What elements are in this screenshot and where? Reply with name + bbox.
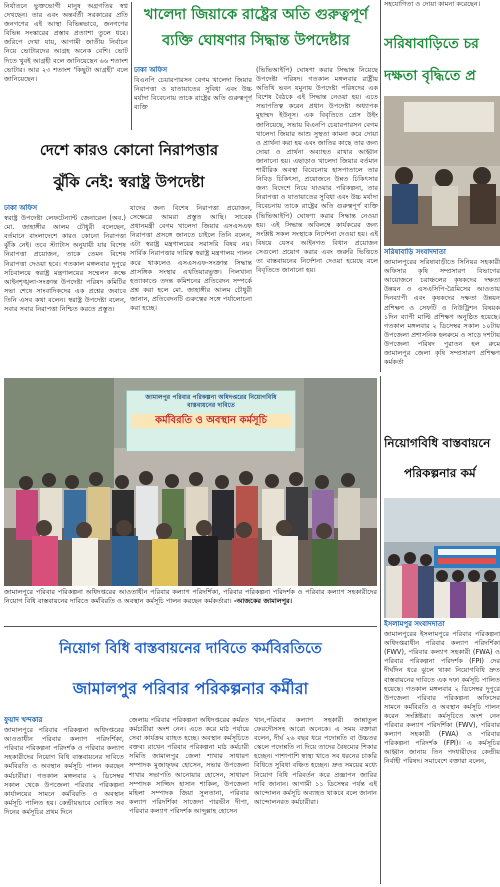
vertical-divider [380,0,381,372]
right-top-text [384,0,500,28]
photo-credit: -আজকের জামালপুর। [233,597,293,605]
protest-banner [126,390,296,452]
islampur-photo-illustration [384,498,500,618]
right-top-text-content: সহযোগিতা ও দোয়া কামনা করেছেন। [384,0,481,8]
bottom-byline: ফুয়াদ খন্দকার [4,716,43,724]
right-headline-2-line2: পরিকল্পনার কর্ম [404,466,476,480]
right-headline-2-line1: নিয়োগবিধি বাস্তবায়নে [384,436,491,450]
training-photo [384,96,500,246]
lead-headline-line1: খালেদা জিয়াকে রাষ্ট্রের অতি গুরুত্বপূর্ণ [144,7,368,23]
lead-story-col2 [256,66,378,372]
second-col2-text: যাদের জন্য বিশেষ নিরাপত্তা প্রয়োজন, সেক্ষেত্রে আমরা প্রস্তুত আছি। সাবেক প্রধানমন্ত্রী বেগম খালেদা জিয়ার এসএসএফ নিরাপত্তা প্রসঙ্গে জানতে চাইলে তিনি বলেন, এটা স্বরাষ্ট্র মন্ত্রণালয়ের সরাসরি বিষয় নয়। সার্বিক নিরাপত্তার দায়িত্ব স্বরাষ্ট্র মন্ত্রণালয় পালন করে থাকলেও এসএসএফ-সংক্রান্ত সিদ্ধান্ত প্রাসঙ্গিক সংস্থার এখতিয়ারভুক্ত। পিলখানা হত্যাকাণ্ডে তদন্ত কমিশনের প্রতিবেদন সম্পর্কে প্রশ্ন করা হলে মো. জাহাঙ্গীর আলম চৌধুরী জানান, প্রতিবেদনটি গুরুত্বের সঙ্গে পর্যালোচনা করা হচ্ছে। [130,204,252,313]
vertical-divider [131,2,132,130]
horizontal-divider [4,626,377,627]
bottom-story-col2 [129,716,249,884]
right-headline-1-line2: দক্ষতা বৃদ্ধিতে প্র [384,68,476,84]
lead-col1-text: বিএনপি চেয়ারপারসন বেগম খালেদা জিয়ার নিরাপত্তা ও যাতায়াতের সুবিধা এবং উচ্চ মর্যাদা বিবেচনায় তাকে রাষ্ট্রের অতি গুরুত্বপূর্ণ ব্যক্তি [134,76,252,112]
training-photo-illustration [384,96,500,246]
banner-subtitle: কর্মবিরতি ও অবস্থান কর্মসূচি [131,414,291,428]
right-story-2-byline: ইসলামপুর সংবাদদাতা [384,620,445,628]
right-story-1 [384,248,500,424]
right-story-1-text: জামালপুরের সরিষাবাড়ীতে সিনিয়র সহকারী অফিসার কৃষি সম্প্রসারণ বিভাগের আয়োজনে চরাঞ্চলের কৃষকদের দক্ষতা উন্নয়ন ও এসএসিপি-ত্রৈমিসের আওতায় দিনব্যাপী এবং কৃষকদের দক্ষতা উন্নয়ন প্রশিক্ষণ ও সেফটি ও নিউট্রিশন বিষয়ক ১দিন ব্যাপী মাল্টি প্রশিক্ষণ অনুষ্ঠিত হয়েছে। গতকাল মঙ্গলবার ২ ডিসেম্বর সকাল ১০টায় উপজেলা প্রশাসনিক হলরুমে ও সাড়ে দশটায় উপজেলা পরিষদ পুরাতন হল রুমে জামালপুর জেলা কৃষি সম্প্রসারণ প্রশিক্ষণ কর্মকর্তা [384,258,500,367]
lead-headline-line2: ব্যক্তি ঘোষণার সিদ্ধান্ত উপদেষ্টার [162,33,350,49]
second-story-col2 [130,204,252,372]
right-story-2-text: জামালপুরের ইসলামপুরে পরিবার পরিকল্পনা অধিদপ্তরাধীন পরিবার কল্যাণ পরিদর্শিকা (FWV), পরিবার কল্যাণ সহকারী (FWA) ও পরিবার পরিকল্পনা পরিদর্শক (FPI) দের দীর্ঘদিন ধরে ঝুলে থাকা নিয়োগবিধি দ্রুত বাস্তবায়নের দাবিতে এক দফা কর্মসূচি পালিত হয়েছে। গতকাল মঙ্গলবার ২ ডিসেম্বর দুপুরে উপজেলা পরিবার পরিকল্পনা অফিসের সামনে কর্মবিরতি ও অবস্থান কর্মসূচি পালন করেন সংশ্লিষ্টরা। কর্মসূচিতে অংশ নেন পরিবার কল্যাণ পরিদর্শিকা (FWV), পরিবার কল্যাণ সহকারী (FWA) ও পরিবার পরিকল্পনা পরিদর্শক (FPI)। এ কর্মসূচির আহ্বান জানায় তিন পদধারীদের কেন্দ্রীয় নির্বাহী পরিষদ। সমাবেশে বক্তারা বলেন, [384,630,500,766]
right-headline-1 [384,28,500,92]
protest-photo [4,378,377,586]
bottom-story-col1 [4,716,124,884]
lead-story-col1 [134,66,252,130]
bottom-headline-line2: জামালপুর পরিবার পরিকল্পনার কর্মীরা [72,679,309,698]
second-headline-line1: দেশে কারও কোনো নিরাপত্তার [39,141,219,159]
bottom-headline-line1: নিয়োগ বিধি বাস্তবায়নের দাবিতে কর্মবিরতিতে [59,641,322,657]
islampur-photo [384,498,500,618]
bottom-col3-text: খান,পরিবার কল্যাণ সহকারী জান্নাতুল ফেরদৌসসহ আরো অনেকে। এ সময় বক্তারা বলেন, দীর্ঘ ২৬ বছর ধরে পদোন্নতি বা উচ্চতর স্কেলে পদোন্নতি না দিয়ে তাদের বৈষম্যের শিকার হচ্ছেন। পাশাপাশি স্বাস্থ্য খাতে সব ধরনের চাকরি বিধিতে সুবিধা বঞ্চিত হচ্ছেন। দ্রুত সময়ের মধ্যে নিয়োগ বিধি পরিবর্তন করে প্রজ্ঞাপন জারির দাবি জানান। আগামী ১১ ডিসেম্বর পর্যন্ত এই আন্দোলন কর্মসূচি অব্যাহত থাকবে বলে জানান আন্দোলনরত কর্মচারীরা। [254,716,377,806]
lead-byline: ঢাকা অফিস [134,66,168,74]
second-headline [4,134,254,200]
right-headline-1-line1: সরিষাবাড়িতে চর [384,36,479,52]
photo-caption [4,588,377,624]
banner-title: জামালপুর পরিবার পরিকল্পনা অধিদপ্তরের নিয়োগবিধি বাস্তবায়নের দাবিতে [145,394,277,409]
bottom-headline [4,630,377,714]
bottom-col1-text: জামালপুরে পরিবার পরিকল্পনা অধিদপ্তরের আওতাধীন পরিবার কল্যাণ পরিদর্শিকা, পরিবার পরিকল্পনা পরিদর্শক ও পরিবার কল্যাণ সহকারীদের নিয়োগ বিধি বাস্তবায়নের দাবিতে কর্মবিরতি ও অবস্থান কর্মসূচি পালন করছেন কর্মচারীরা। গতকাল মঙ্গলবার ২ ডিসেম্বর সকাল থেকে উপজেলা পরিবার পরিকল্পনা কার্যালয়ের সামনে কর্মবিরতি ও অবস্থান কর্মসূচি পালিত হয়। কেন্দ্রীয়ভাবে ঘোষিত সব দিনের কর্মসূচির প্রথম দিনে [4,726,124,816]
bottom-story-col3 [254,716,377,884]
top-left-column [4,2,128,130]
lead-col2-text: (ভিভিআইপি) ঘোষণা করার সিদ্ধান্ত নিয়েছে উপদেষ্টা পরিষদ। গতকাল মঙ্গলবার রাষ্ট্রীয় অতিথি ভবন যমুনায় উপদেষ্টা পরিষদের এক বিশেষ বৈঠকে এই সিদ্ধান্ত নেওয়া হয়। এতে সভাপতিত্ব করেন প্রধান উপদেষ্টা অধ্যাপক মুহাম্মদ ইউনূস। এক বিবৃতিতে প্রেস উইং জানিয়েছে, সভায় বিএনপি চেয়ারপারসন বেগম খালেদা জিয়ার আশু সুস্থতা কামনা করে দোয়া ও প্রার্থনা করা হয় এবং জাতির কাছে তার জন্য দোয়া ও প্রার্থনা অব্যাহত রাখার আহ্বান জানানো হয়। এছাড়াও খালেদা জিয়ার বর্তমান শারীরিক অবস্থা বিবেচনায় হাসপাতালে তার নিবিড় চিকিৎসা, প্রয়োজনে উন্নত চিকিৎসার জন্য বিদেশে নিয়ে যাওয়ার পরিকল্পনা, তার নিরাপত্তা ও যাতায়াতের সুবিধা এবং উচ্চ মর্যাদা বিবেচনায় তাকে রাষ্ট্রের অতি গুরুত্বপূর্ণ ব্যক্তি (ভিভিআইপি) ঘোষণা করার সিদ্ধান্ত নেওয়া হয়। এই সিদ্ধান্ত অবিলম্বে কার্যকরের জন্য সংশ্লিষ্ট সকল সংস্থাকে নির্দেশনা দেওয়া হয়। এই বিষয়ে যেসব আইনগত বিধান প্রয়োজন সেগুলো প্রয়োগ করার এবং জরুরি ভিত্তিতে তা বাস্তবায়নের নির্দেশনা দেওয়া হয়েছে বলে বিবৃতিতে জানানো হয়। [256,66,378,275]
lead-headline [134,2,378,64]
second-headline-line2: ঝুঁকি নেই: স্বরাষ্ট্র উপদেষ্টা [53,173,205,191]
right-headline-2 [384,428,500,494]
second-byline: ঢাকা অফিস [4,204,38,212]
bottom-col2-text: জেলায় পরিবার পরিকল্পনা অধিদপ্তরের কর্মরত কর্মচারীরা অংশ নেন। এতে করে মাঠ পর্যায়ে সেবা কার্যক্রম ব্যাহত হচ্ছে। অবস্থান কর্মসূচিতে বক্তব্য রাখেন পরিবার পরিকল্পনা মাঠ কর্মচারী সমিতি জামালপুর জেলা শাখার সাধারণ সম্পাদক মুজাফ্ফর হোসেন, সভার উপজেলা শাখার সভাপতি আনোয়ার হোসেন, সাধারণ সম্পাদক সাজ্জিদ হাসান শাকিল, উপজেলা মহিলা সম্পাদক জিয়া সুলতানা, পরিবার কল্যাণ পরিদর্শিকা সাজেদা পারভীন দীপা, পরিবার কল্যাণ পরিদর্শক আব্দুল্লাহ হোসেন [129,716,249,815]
top-left-text: নির্যাতনে ভুক্তভোগী মানুষ অগ্রগতির স্বপ্ন দেখছেন। তার এবং অন্তর্বর্তী সরকারের প্রতি জনগণের এই আস্থা বিভিন্নভাবে, জনগণের বিভিন্ন সংস্কারের প্রস্তাব প্রত্যাশা তুলে ধরে। জরিপে দেখা যায়, আগামী জাতীয় নির্বাচন নিয়ে ভোটারদের আগ্রহ অনেক বেশি। ভোট দিতে খুবই আগ্রহী বলে জানিয়েছেন ৬৬ শতাংশ ভোটার। আর ২৩ শতাংশ 'কিছুটা আগ্রহী' বলে জানিয়েছেন। [4,2,128,83]
right-story-1-byline: সরিষাবাড়ি সংবাদদাতা [384,248,446,256]
right-story-2 [384,620,500,884]
second-story-col1 [4,204,126,372]
photo-caption-text: জামালপুরে পরিবার পরিকল্পনা অধিদপ্তরের আওতাধীন পরিবার কল্যাণ পরিদর্শিকা, পরিবার পরিকল্পনা পরিদর্শক ও পরিবার কল্যাণ সহকারীদের নিয়োগ বিধি বাস্তবায়নের দাবিতে কর্মবিরতি ও অবস্থান কর্মসূচি পালন করছেন কর্মকর্তারা। [4,588,377,605]
second-col1-text: স্বরাষ্ট্র উপদেষ্টা লেফটেন্যান্ট জেনারেল (অব.) মো. জাহাঙ্গীর আলম চৌধুরী বলেছেন, বর্তমানে বাংলাদেশে কারও কোনো নিরাপত্তা ঝুঁকি নেই। তবে স্ট্যাটাস অনুযায়ী যার বিশেষ নিরাপত্তা প্রয়োজন, তাকে তেমন বিশেষ নিরাপত্তা দেওয়া হবে। গতকাল মঙ্গলবার দুপুরে সচিবালয়ে স্বরাষ্ট্র মন্ত্রণালয়ের সম্মেলন কক্ষে আইনশৃঙ্খলা-সংক্রান্ত উপদেষ্টা পরিষদ কমিটির সভা শেষে সাংবাদিকদের এক প্রশ্নের জবাবে তিনি এসব কথা বলেন। স্বরাষ্ট্র উপদেষ্টা বলেন, সবার সবার নিরাপত্তা নিশ্চিত করতে প্রস্তুত। [4,214,126,314]
vertical-divider [380,376,381,884]
